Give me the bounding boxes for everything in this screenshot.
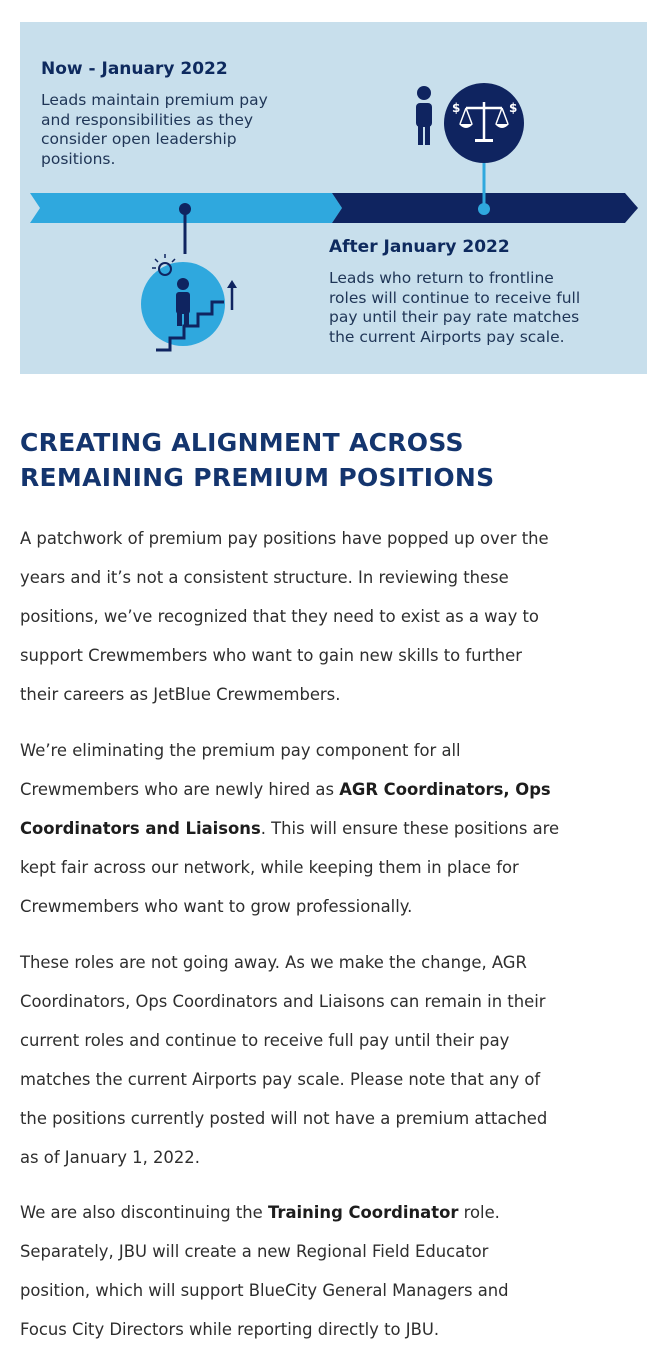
person-climbing-stairs-icon bbox=[141, 254, 237, 350]
paragraph-line: as of January 1, 2022. bbox=[20, 1148, 200, 1167]
timeline-marker-after bbox=[478, 203, 490, 215]
paragraph-line: matches the current Airports pay scale. Please note that any of bbox=[20, 1070, 541, 1089]
paragraph-line: position, which will support BlueCity General Managers and bbox=[20, 1281, 509, 1300]
now-description bbox=[41, 91, 268, 169]
after-heading: After January 2022 bbox=[329, 237, 510, 257]
paragraph-line: support Crewmembers who want to gain new skills to further bbox=[20, 646, 522, 665]
paragraph-line bbox=[20, 1193, 650, 1232]
now-line: consider open leadership bbox=[41, 130, 237, 148]
bold-roles: Coordinators and Liaisons bbox=[20, 819, 261, 838]
paragraph-line: current roles and continue to receive full pay until their pay bbox=[20, 1031, 510, 1050]
paragraph-line: the positions currently posted will not have a premium attached bbox=[20, 1109, 548, 1128]
after-line: roles will continue to receive full bbox=[329, 288, 581, 307]
after-line: the current Airports pay scale. bbox=[329, 327, 565, 346]
paragraph-line: kept fair across our network, while keeping them in place for bbox=[20, 858, 519, 877]
text-run: . This will ensure these positions are bbox=[260, 819, 560, 838]
text-run: We are also discontinuing the bbox=[20, 1203, 268, 1222]
timeline-infographic bbox=[20, 22, 647, 374]
after-description bbox=[329, 269, 580, 347]
paragraph-line: Separately, JBU will create a new Regional Field Educator bbox=[20, 1242, 489, 1261]
paragraph-line bbox=[20, 770, 650, 809]
paragraph-line: Coordinators, Ops Coordinators and Liaisons can remain in their bbox=[20, 992, 546, 1011]
now-heading: Now - January 2022 bbox=[41, 59, 228, 79]
bold-roles: AGR Coordinators, Ops bbox=[339, 780, 551, 799]
now-line: positions. bbox=[41, 149, 116, 168]
after-line: pay until their pay rate matches bbox=[329, 308, 580, 326]
paragraph-eliminating-premium bbox=[20, 731, 650, 926]
paragraph-line: Crewmembers who want to grow professionally. bbox=[20, 897, 413, 916]
paragraph-line: These roles are not going away. As we make the change, AGR bbox=[20, 953, 527, 972]
now-line: Leads maintain premium pay bbox=[41, 91, 268, 109]
text-run: Crewmembers who are newly hired as bbox=[20, 780, 340, 799]
paragraph-training-coordinator bbox=[20, 1193, 650, 1349]
paragraph-line: A patchwork of premium pay positions have popped up over the bbox=[20, 529, 549, 548]
svg-text:$: $ bbox=[509, 101, 518, 115]
paragraph-line: positions, we’ve recognized that they need to exist as a way to bbox=[20, 607, 539, 626]
after-line: Leads who return to frontline bbox=[329, 269, 554, 287]
paragraph-roles-not-going-away bbox=[20, 943, 650, 1177]
paragraph-line: years and it’s not a consistent structure. In reviewing these bbox=[20, 568, 509, 587]
paragraph-line: We’re eliminating the premium pay component for all bbox=[20, 741, 461, 760]
paragraph-line: their careers as JetBlue Crewmembers. bbox=[20, 685, 341, 704]
headline-line: REMAINING PREMIUM POSITIONS bbox=[20, 463, 495, 492]
person-with-pay-scale-icon bbox=[416, 83, 524, 163]
svg-text:$: $ bbox=[452, 101, 461, 115]
now-line: and responsibilities as they bbox=[41, 110, 254, 129]
paragraph-line: Focus City Directors while reporting directly to JBU. bbox=[20, 1320, 440, 1339]
paragraph-patchwork bbox=[20, 519, 650, 714]
section-headline bbox=[20, 425, 620, 495]
timeline-marker-now bbox=[179, 203, 191, 215]
headline-line: CREATING ALIGNMENT ACROSS bbox=[20, 428, 464, 457]
bold-role: Training Coordinator bbox=[267, 1203, 459, 1222]
paragraph-line bbox=[20, 809, 650, 848]
text-run: role. bbox=[458, 1203, 500, 1222]
